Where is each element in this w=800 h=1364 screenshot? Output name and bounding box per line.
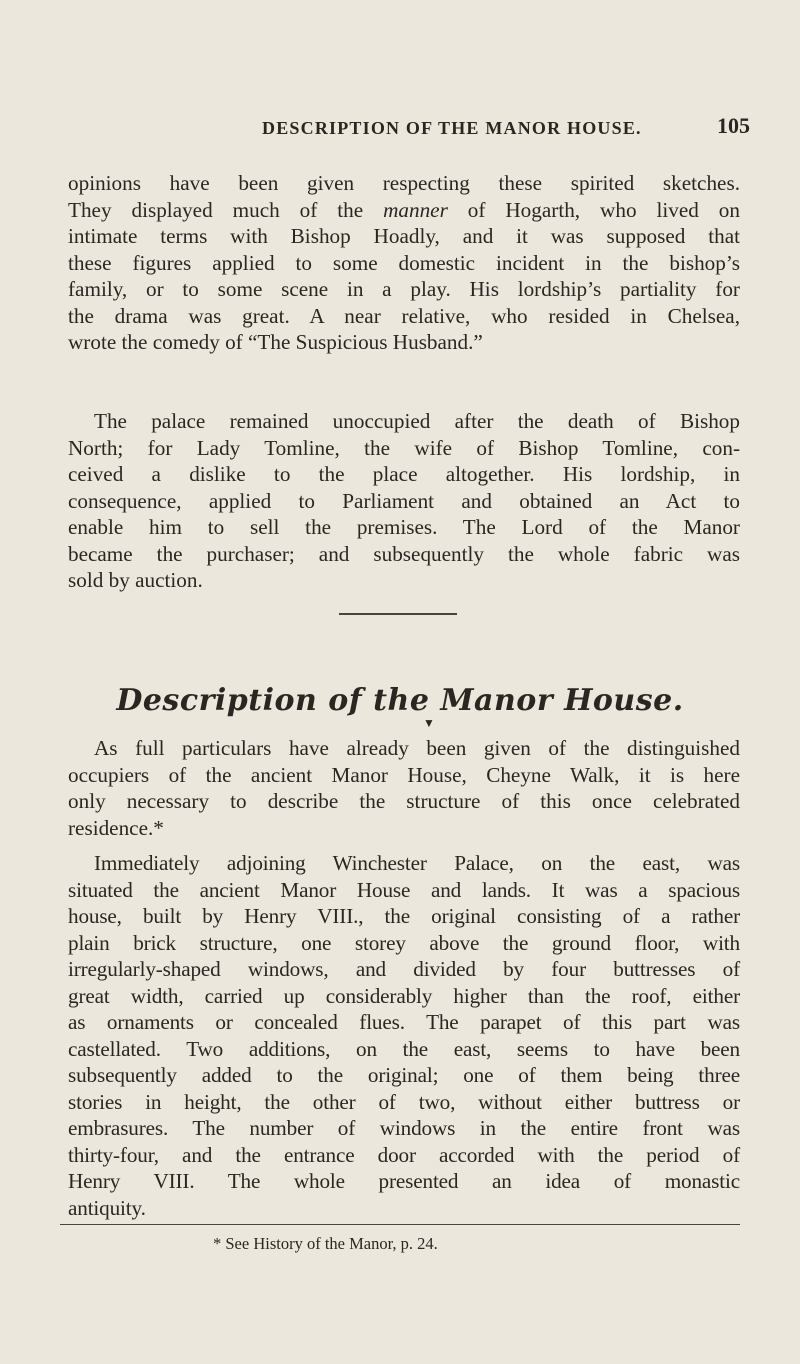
- paragraph-4: [68, 850, 740, 1221]
- text-line: subsequently added to the original; one of them being three: [68, 1063, 740, 1087]
- text-line: sold by auction.: [68, 568, 203, 592]
- text-line: thirty-four, and the entrance door accorded with the period of: [68, 1142, 740, 1167]
- text-line: irregularly-shaped windows, and divided by four buttresses of: [68, 957, 740, 981]
- text-line: As full particulars have already been given of the distinguished: [94, 736, 740, 760]
- text-line: wrote the comedy of “The Suspicious Husband.”: [68, 330, 483, 354]
- text-line: as ornaments or concealed flues. The parapet of this part was: [68, 1010, 740, 1034]
- paragraph-3: [68, 735, 740, 841]
- footnote: * See History of the Manor, p. 24.: [213, 1234, 438, 1253]
- text-line: house, built by Henry VIII., the original consisting of a rather: [68, 904, 740, 928]
- text-line: enable him to sell the premises. The Lord of the Manor: [68, 515, 740, 539]
- text-line: the drama was great. A near relative, who resided in Chelsea,: [68, 303, 740, 328]
- section-divider: [339, 613, 457, 615]
- text-line: Immediately adjoining Winchester Palace, on the east, was: [94, 851, 740, 875]
- footnote-rule: [60, 1224, 740, 1225]
- text-line: family, or to some scene in a play. His lordship’s partiality for: [68, 277, 740, 301]
- text-line: situated the ancient Manor House and lands. It was a spacious: [68, 877, 740, 902]
- text-line: these figures applied to some domestic incident in the bishop’s: [68, 250, 740, 275]
- text-line: only necessary to describe the structure of this once celebrated: [68, 789, 740, 813]
- text-line: opinions have been given respecting these spirited sketches.: [68, 171, 740, 195]
- paragraph-2: [68, 408, 740, 594]
- text-line: stories in height, the other of two, without either buttress or: [68, 1089, 740, 1114]
- text-line: residence.*: [68, 815, 164, 840]
- page-number: 105: [717, 113, 750, 138]
- paragraph-1: [68, 170, 740, 356]
- text-line: North; for Lady Tomline, the wife of Bishop Tomline, con-: [68, 435, 740, 460]
- text-line: consequence, applied to Parliament and obtained an Act to: [68, 488, 740, 513]
- text-line: occupiers of the ancient Manor House, Cheyne Walk, it is here: [68, 762, 740, 787]
- section-heading: Description of the Manor House.: [116, 683, 684, 718]
- text-line: became the purchaser; and subsequently the whole fabric was: [68, 541, 740, 566]
- running-head: DESCRIPTION OF THE MANOR HOUSE.: [262, 118, 642, 138]
- emphasis-text: manner: [383, 197, 448, 222]
- text-line: The palace remained unoccupied after the death of Bishop: [94, 409, 740, 433]
- text-line: antiquity.: [68, 1195, 146, 1220]
- text-line: They displayed much of the manner of Hogarth, who lived on: [68, 197, 740, 222]
- text-line: embrasures. The number of windows in the entire front was: [68, 1116, 740, 1140]
- text-line: ceived a dislike to the place altogether. His lordship, in: [68, 462, 740, 486]
- text-line: castellated. Two additions, on the east, seems to have been: [68, 1036, 740, 1061]
- text-line: great width, carried up considerably higher than the roof, either: [68, 983, 740, 1008]
- text-line: plain brick structure, one storey above the ground floor, with: [68, 930, 740, 955]
- text-line: intimate terms with Bishop Hoadly, and it was supposed that: [68, 224, 740, 248]
- text-line: Henry VIII. The whole presented an idea of monastic: [68, 1169, 740, 1193]
- ornament-icon: ▼: [423, 716, 435, 730]
